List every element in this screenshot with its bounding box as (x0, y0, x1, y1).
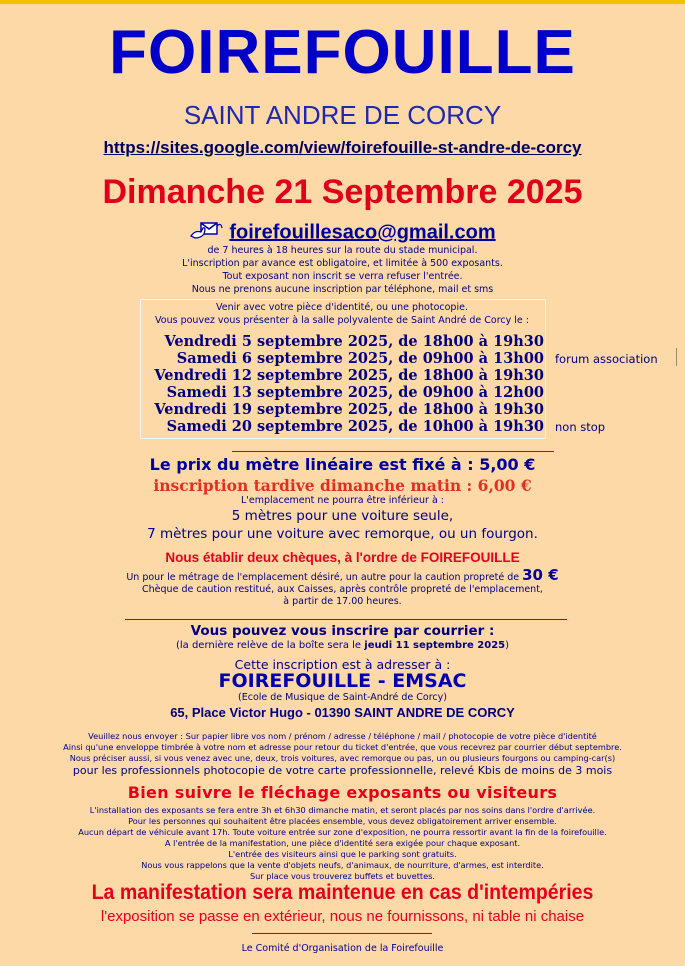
email-hand-icon (189, 220, 223, 246)
outdoor-notice: l'exposition se passe en extérieur, nous ne fournissons, ni table ni chaise (100, 908, 585, 925)
divider (125, 619, 567, 620)
top-border (0, 0, 685, 4)
margin-mark (676, 348, 677, 366)
weather-notice: La manifestation sera maintenue en cas d'intempéries (91, 881, 594, 904)
deadline-date: jeudi 11 septembre 2025 (364, 640, 506, 651)
signage-line: Sur place vous trouverez buffets et buvettes. (249, 871, 436, 881)
send-line: Nous préciser aussi, si vous venez avec une, deux, trois voitures, avec remorque ou pas, un ou plusieurs fourgons ou camping-car(s) (69, 753, 616, 763)
caution-amount: 30 € (522, 566, 559, 584)
organisation-full: (Ecole de Musique de Saint-André de Corcy) (238, 692, 447, 703)
organisation-name: FOIREFOUILLE - EMSAC (218, 670, 467, 692)
signage-line: Pour les personnes qui souhaitent être placées ensemble, vous devez obligatoirement arriver ensemble. (128, 816, 557, 826)
min-trailer: 7 mètres pour une voiture avec remorque, ou un fourgon. (147, 526, 538, 542)
intro-line: L'inscription par avance est obligatoire, et limitée à 500 exposants. (182, 258, 503, 269)
schedule-row: Vendredi 12 septembre 2025, de 18h00 à 19h30 (154, 367, 544, 384)
signage-line: L'installation des exposants se fera entre 3h et 6h30 dimanche matin, et seront placés par nos soins dans l'ordre d'arrivée. (89, 805, 596, 815)
email-link[interactable]: foirefouillesaco@gmail.com (229, 221, 496, 244)
registration-line: Vous pouvez vous présenter à la salle polyvalente de Saint André de Corcy le : (155, 315, 529, 326)
deadline-prefix: (la dernière relève de la boîte sera le (175, 640, 362, 651)
caution-line: à partir de 17.00 heures. (283, 596, 402, 607)
mail-deadline (0, 640, 685, 651)
page-title: FOIREFOUILLE (109, 18, 576, 87)
intro-line: Tout exposant non inscrit se verra refuser l'entrée. (222, 271, 463, 282)
location-subtitle: SAINT ANDRE DE CORCY (183, 100, 502, 130)
late-price-line: inscription tardive dimanche matin : 6,00 € (153, 476, 532, 495)
registration-line: Venir avec votre pièce d'identité, ou une photocopie. (216, 302, 468, 313)
price-line: Le prix du mètre linéaire est fixé à : 5,00 € (149, 455, 536, 474)
footer-signature: Le Comité d'Organisation de la Foirefouille (241, 943, 444, 954)
pro-line: pour les professionnels photocopie de votre carte professionnelle, relevé Kbis de moins de 3 mois (72, 764, 613, 777)
send-line: Ainsi qu'une enveloppe timbrée à votre nom et adresse pour retour du ticket d'entrée, que vous recevrez par courrier début septembre. (63, 742, 622, 752)
schedule-note: non stop (555, 420, 606, 434)
divider (252, 933, 432, 934)
send-line: Veuillez nous envoyer : Sur papier libre vos nom / prénom / adresse / téléphone / mail / photocopie de votre pièce d'identité (88, 731, 597, 741)
schedule-note: forum association (555, 352, 658, 366)
signage-line: L'entrée des visiteurs ainsi que le parking sont gratuits. (228, 849, 457, 859)
mail-heading: Vous pouvez vous inscrire par courrier : (190, 623, 495, 639)
cheques-detail-text: Un pour le métrage de l'emplacement désiré, un autre pour la caution propreté de (126, 572, 520, 583)
schedule-row: Samedi 13 septembre 2025, de 09h00 à 12h00 (166, 384, 544, 401)
signage-line: A l'entrée de la manifestation, une pièce d'identité sera exigée pour chaque exposant. (164, 838, 521, 848)
address-intro: Cette inscription est à adresser à : (234, 657, 451, 672)
intro-line: Nous ne prenons aucune inscription par téléphone, mail et sms (191, 284, 494, 295)
signage-heading: Bien suivre le fléchage exposants ou visiteurs (127, 783, 558, 802)
website-link[interactable]: https://sites.google.com/view/foirefouille-st-andre-de-corcy (103, 138, 582, 157)
event-date: Dimanche 21 Septembre 2025 (102, 173, 583, 211)
intro-line: de 7 heures à 18 heures sur la route du stade municipal. (207, 245, 478, 256)
postal-address: 65, Place Victor Hugo - 01390 SAINT ANDRE DE CORCY (170, 705, 515, 720)
min-note: L'emplacement ne pourra être inférieur à : (240, 495, 445, 506)
cheques-heading: Nous établir deux chèques, à l'ordre de FOIREFOUILLE (165, 550, 520, 565)
caution-line: Chèque de caution restitué, aux Caisses, après contrôle propreté de l'emplacement, (142, 584, 543, 595)
schedule-row: Samedi 6 septembre 2025, de 09h00 à 13h00 (176, 350, 544, 367)
cheques-detail (0, 566, 685, 584)
deadline-suffix: ) (505, 640, 510, 651)
divider (232, 451, 554, 452)
signage-line: Nous vous rappelons que la vente d'objets neufs, d'animaux, de nourriture, d'armes, est interdite. (141, 860, 544, 870)
schedule-row: Vendredi 5 septembre 2025, de 18h00 à 19h30 (164, 333, 544, 350)
signage-line: Aucun départ de véhicule avant 17h. Toute voiture entrée sur zone d'exposition, ne pourra ressortir avant la fin de la foirefouille. (78, 827, 607, 837)
schedule-row: Vendredi 19 septembre 2025, de 18h00 à 19h30 (154, 401, 544, 418)
email-row (0, 220, 685, 246)
schedule-row: Samedi 20 septembre 2025, de 10h00 à 19h30 (166, 418, 544, 435)
min-car: 5 mètres pour une voiture seule, (231, 508, 454, 524)
